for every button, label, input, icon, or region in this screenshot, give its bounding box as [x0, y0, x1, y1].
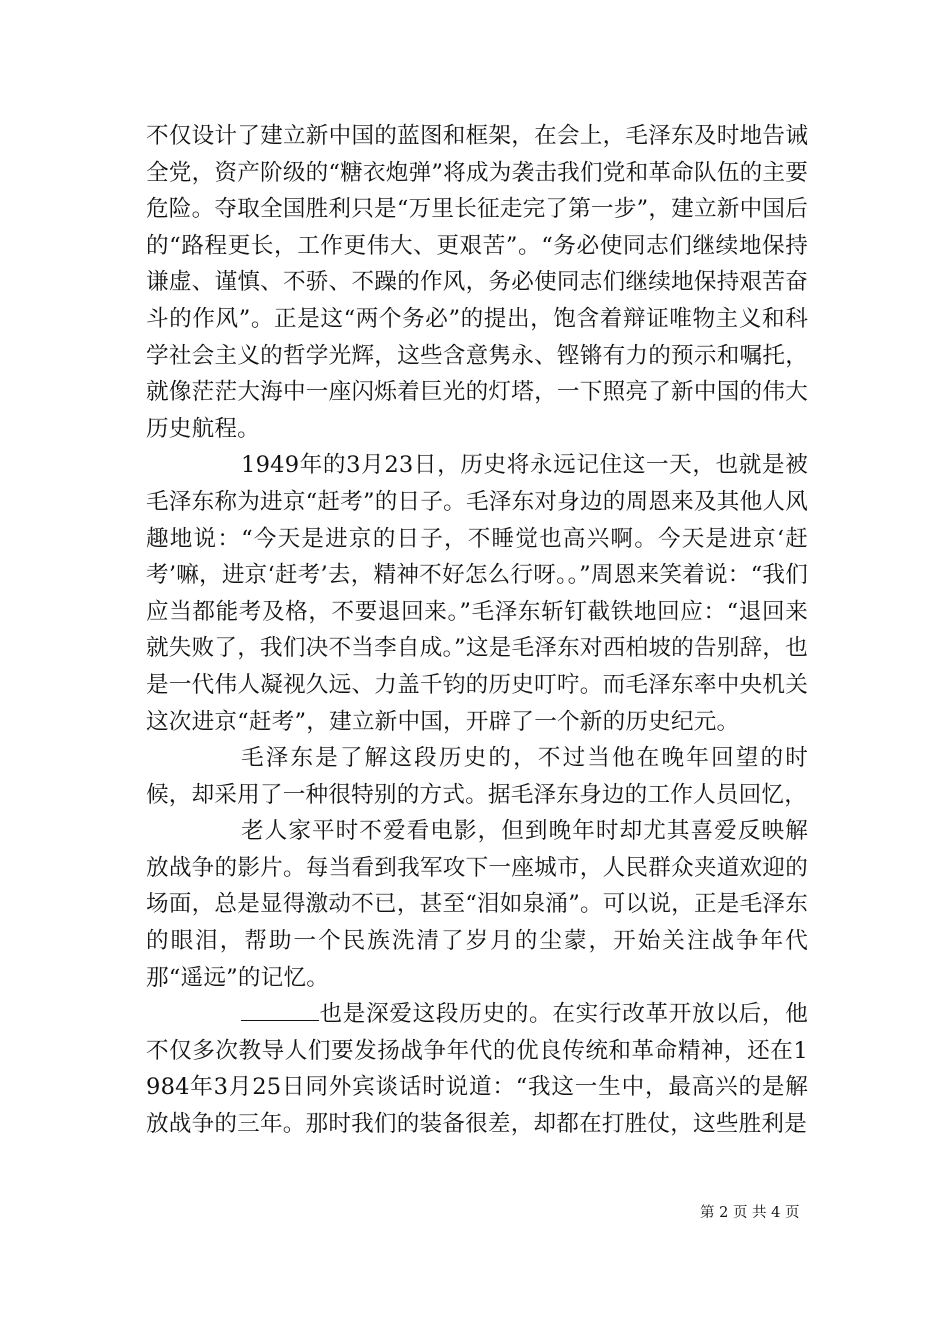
document-body: [146, 118, 808, 1143]
page-number-footer: 第 2 页 共 4 页: [700, 1205, 800, 1221]
paragraph-4: 老人家平时不爱看电影，但到晚年时却尤其喜爱反映解放战争的影片。每当看到我军攻下一座城市，人民群众夹道欢迎的场面，总是显得激动不已，甚至“泪如泉涌”。可以说，正是毛泽东的眼泪，帮助一个民族洗清了岁月的尘蒙，开始关注战争年代那“遥远”的记忆。: [146, 818, 808, 991]
paragraph-5-text: 也是深爱这段历史的。在实行改革开放以后，他不仅多次教导人们要发扬战争年代的优良传统和革命精神，还在1984年3月25日同外宾谈话时说道：“我这一生中，最高兴的是解放战争的三年。那时我们的装备很差，却都在打胜仗，这些胜利是: [146, 1001, 808, 1138]
paragraph-5: [146, 996, 808, 1142]
paragraph-1: 不仅设计了建立新中国的蓝图和框架，在会上，毛泽东及时地告诫全党，资产阶级的“糖衣炮弹”将成为袭击我们党和革命队伍的主要危险。夺取全国胜利只是“万里长征走完了第一步”，建立新中国后的“路程更长，工作更伟大、更艰苦”。“务必使同志们继续地保持谦虚、谨慎、不骄、不躁的作风，务必使同志们继续地保持艰苦奋斗的作风”。正是这“两个务必”的提出，饱含着辩证唯物主义和科学社会主义的哲学光辉，这些含意隽永、铿锵有力的预示和嘱托，就像茫茫大海中一座闪烁着巨光的灯塔，一下照亮了新中国的伟大历史航程。: [146, 123, 808, 442]
paragraph-2: 1949年的3月23日，历史将永远记住这一天，也就是被毛泽东称为进京“赶考”的日子。毛泽东对身边的周恩来及其他人风趣地说：“今天是进京的日子，不睡觉也高兴啊。今天是进京‘赶考’嘛，进京‘赶考’去，精神不好怎么行呀。。”周恩来笑着说：“我们应当都能考及格，不要退回来。”毛泽东斩钉截铁地回应：“退回来就失败了，我们决不当李自成。”这是毛泽东对西柏坡的告别辞，也是一代伟人凝视久远、力盖千钧的历史叮咛。而毛泽东率中央机关这次进京“赶考”，建立新中国，开辟了一个新的历史纪元。: [146, 452, 808, 735]
fill-in-blank: [241, 1002, 319, 1021]
paragraph-3: 毛泽东是了解这段历史的，不过当他在晚年回望的时候，却采用了一种很特别的方式。据毛泽东身边的工作人员回忆，: [146, 745, 808, 808]
